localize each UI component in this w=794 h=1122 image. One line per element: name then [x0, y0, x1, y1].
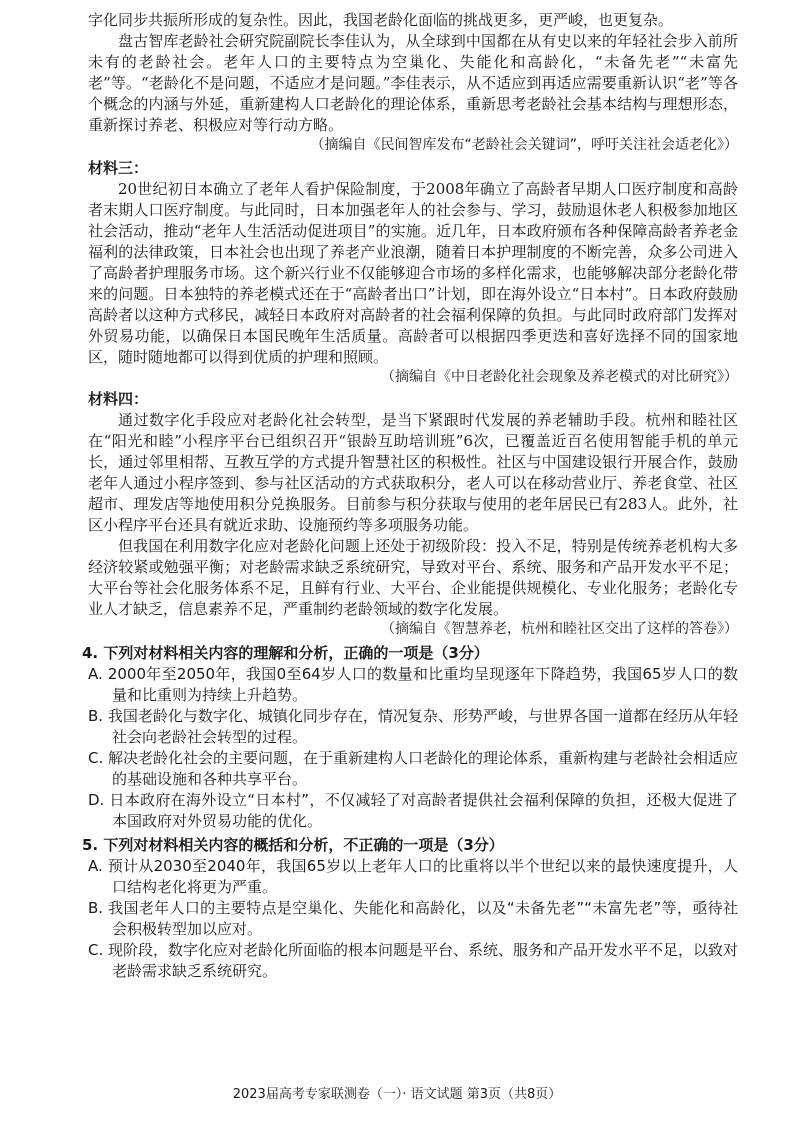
material-3-paragraph: 20世纪初日本确立了老年人看护保险制度，于2008年确立了高龄者早期人口医疗制度和高龄者末期人口医疗制度。与此同时，日本加强老年人的社会参与、学习，鼓励退休老人积极参加地区社会活动，推动“老年人生活活动促进项目”的实施。近几年，日本政府颁布各种保障高龄者养老金福利的法律政策，日本社会也出现了养老产业浪潮，随着日本护理制度的不断完善，众多公司进入了高龄者护理服务市场。这个新兴行业不仅能够迎合市场的多样化需求，也能够解决部分老龄化带来的问题。日本独特的养老模式还在于“高龄者出口”计划，即在海外设立“日本村”。日本政府鼓励高龄者以这种方式移民，减轻日本政府对高龄者的社会福利保障的负担。与此同时政府部门发挥对外贸易功能，以确保日本国民晚年生活质量。高龄者可以根据四季更迭和喜好选择不同的国家地区，随时随地都可以得到优质的护理和照顾。	[88, 179, 738, 366]
source-citation-4: （摘编自《智慧养老，杭州和睦社区交出了这样的答卷》）	[381, 621, 738, 638]
material-4-heading: 材料四：	[88, 390, 149, 409]
intro-paragraph-1: 字化同步共振所形成的复杂性。因此，我国老龄化面临的挑战更多，更严峻，也更复杂。	[88, 11, 674, 29]
question-4-option-d: D. 日本政府在海外设立“日本村”，不仅减轻了对高龄者提供社会福利保障的负担，还极大促进了本国政府对外贸易功能的优化。	[88, 790, 738, 830]
material-4-paragraph-1: 通过数字化手段应对老龄化社会转型，是当下紧跟时代发展的养老辅助手段。杭州和睦社区在“阳光和睦”小程序平台已组织召开“银龄互助培训班”6次，已覆盖近百名使用智能手机的单元长，通过邻里相帮、互教互学的方式提升智慧社区的积极性。社区与中国建设银行开展合作，鼓励老年人通过小程序签到、参与社区活动的方式获取积分，老人可以在移动营业厅、养老食堂、社区超市、理发店等地使用积分兑换服务。目前参与积分获取与使用的老年居民已有283人。此外，社区小程序平台还具有就近求助、设施预约等多项服务功能。	[88, 411, 738, 535]
source-citation-2: （摘编自《民间智库发布“老龄社会关键词”，呼吁关注社会适老化》）	[310, 137, 738, 153]
question-4-stem: 4. 下列对材料相关内容的理解和分析，正确的一项是（3分）	[82, 643, 489, 662]
question-4-option-c: C. 解决老龄化社会的主要问题，在于重新建构人口老龄化的理论体系，重新构建与老龄社会相适应的基础设施和各种共享平台。	[88, 748, 739, 788]
question-5-option-b: B. 我国老年人口的主要特点是空巢化、失能化和高龄化，以及“未备先老”“未富先老”等，亟待社会积极转型加以应对。	[88, 898, 738, 938]
material-4-paragraph-2: 但我国在利用数字化应对老龄化问题上还处于初级阶段：投入不足，特别是传统养老机构大多经济较紧或勉强平衡；对老龄需求缺乏系统研究，导致对平台、系统、服务和产品开发水平不足；大平台等社会化服务体系不足，且鲜有行业、大平台、企业能提供规模化、专业化服务；老龄化专业人才缺乏，信息素养不足，严重制约老龄领域的数字化发展。	[88, 537, 738, 619]
question-5-option-c: C. 现阶段，数字化应对老龄化所面临的根本问题是平台、系统、服务和产品开发水平不足，以致对老龄需求缺乏系统研究。	[88, 940, 739, 980]
question-4-option-a: A. 2000年至2050年，我国0至64岁人口的数量和比重均呈现逐年下降趋势，我国65岁人口的数量和比重则为持续上升趋势。	[88, 664, 738, 704]
question-5-stem: 5. 下列对材料相关内容的概括和分析，不正确的一项是（3分）	[82, 835, 504, 854]
intro-paragraph-2: 盘古智库老龄社会研究院副院长李佳认为，从全球到中国都在从有史以来的年轻社会步入前所未有的老龄社会。老年人口的主要特点为空巢化、失能化和高龄化，“未备先老”“未富先老”等。“老龄化不是问题，不适应才是问题。”李佳表示，从不适应到再适应需要重新认识“老”等各个概念的内涵与外延，重新建构人口老龄化的理论体系，重新思考老龄社会基本结构与理想形态，重新探讨养老、积极应对等行动方略。	[88, 32, 738, 134]
source-citation-3: （摘编自《中日老龄化社会现象及养老模式的对比研究》）	[381, 368, 738, 385]
page-footer: 2023届高考专家联测卷（一）· 语文试题 第3页（共8页）	[232, 1087, 562, 1102]
material-3-heading: 材料三：	[88, 158, 149, 177]
question-4-option-b: B. 我国老龄化与数字化、城镇化同步存在，情况复杂、形势严峻，与世界各国一道都在经历从年轻社会向老龄社会转型的过程。	[88, 706, 738, 746]
question-5-option-a: A. 预计从2030至2040年，我国65岁以上老年人口的比重将以半个世纪以来的最快速度提升，人口结构老化将更为严重。	[88, 856, 738, 896]
